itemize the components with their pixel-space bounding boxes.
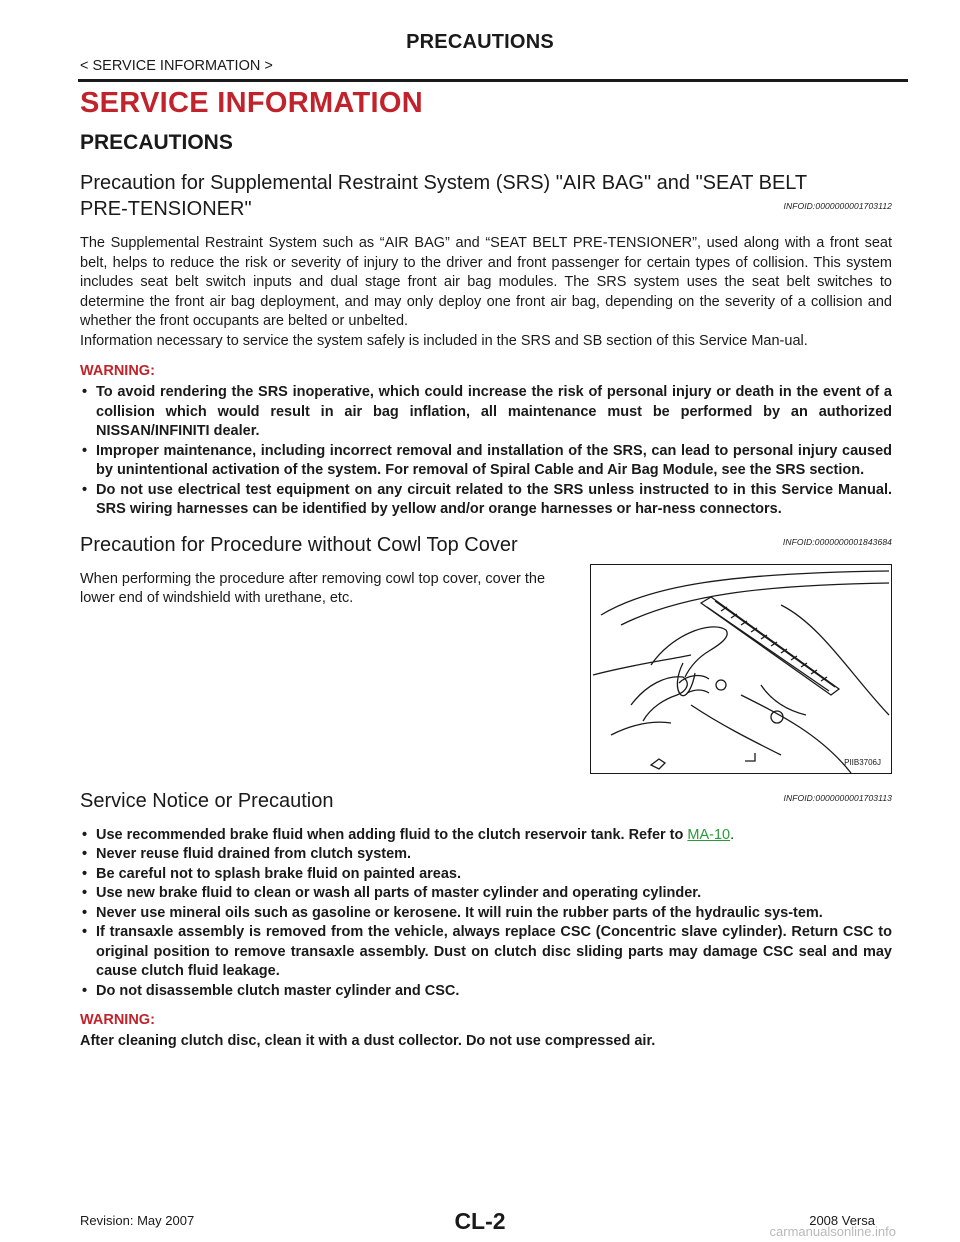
- service-bullet-list: [80, 826, 892, 1002]
- breadcrumb[interactable]: < SERVICE INFORMATION >: [80, 58, 273, 74]
- list-item: • Never reuse fluid drained from clutch system.: [82, 846, 412, 862]
- page-header-title: PRECAUTIONS: [406, 31, 554, 53]
- revision-date: Revision: May 2007: [80, 1213, 195, 1228]
- cowl-illustration: [590, 564, 892, 774]
- service-warning-text: After cleaning clutch disc, clean it with a dust collector. Do not use compressed air.: [80, 1033, 656, 1049]
- list-item: • Use recommended brake fluid when adding fluid to the clutch reservoir tank. Refer to MA-10.: [82, 826, 735, 843]
- subsection-title: PRECAUTIONS: [80, 131, 233, 154]
- figure-code: PIIB3706J: [844, 757, 881, 767]
- list-item: • Do not disassemble clutch master cylinder and CSC.: [82, 982, 460, 999]
- watermark: carmanualsonline.info: [769, 1224, 896, 1239]
- service-topic-title: Service Notice or Precaution: [80, 789, 334, 812]
- cowl-paragraph: When performing the procedure after removing cowl top cover, cover the lower end of windshield with urethane, etc.: [80, 570, 546, 606]
- list-item: • Use new brake fluid to clean or wash all parts of master cylinder and operating cylinder.: [82, 885, 702, 901]
- srs-infoid: INFOID:0000000001703112: [783, 201, 892, 211]
- header-rule: [78, 79, 908, 82]
- srs-paragraph-1: The Supplemental Restraint System such as “AIR BAG” and “SEAT BELT PRE-TENSIONER”, used along with a front seat belt, helps to reduce the risk or severity of injury to the driver and front passenger for certain types of collision. This system includes seat belt switch inputs and dual stage front air bag modules. The SRS system uses the seat belt switches to determine the front air bag deployment, and may only deploy one front air bag, depending on the severity of a collision and whether the front occupants are belted or unbelted.: [80, 235, 892, 329]
- model-year: 2008 Versa: [809, 1213, 875, 1228]
- cowl-row: [80, 570, 892, 788]
- srs-topic-heading: [80, 170, 892, 222]
- cowl-topic-title: Precaution for Procedure without Cowl Top Cover: [80, 533, 518, 556]
- service-topic-heading: [80, 788, 892, 814]
- cowl-infoid: INFOID:0000000001843684: [782, 536, 892, 547]
- list-item: • Do not use electrical test equipment on any circuit related to the SRS unless instructed to in this Service Manual. SRS wiring harnesses can be identified by yellow and/or orange harnesses or har-ness connectors.: [82, 481, 892, 517]
- srs-paragraph-2: Information necessary to service the system safely is included in the SRS and SB section of this Service Man-ual.: [80, 332, 808, 349]
- srs-warning-list: [80, 383, 892, 520]
- srs-topic-title: Precaution for Supplemental Restraint System (SRS) "AIR BAG" and "SEAT BELT PRE-TENSIONER": [80, 172, 807, 220]
- section-title: SERVICE INFORMATION: [80, 87, 423, 119]
- windshield-illustration: [591, 565, 891, 773]
- list-item: • To avoid rendering the SRS inoperative, which could increase the risk of personal injury or death in the event of a collision which would result in air bag inflation, all maintenance must be performed by an authorized NISSAN/INFINITI dealer.: [82, 384, 892, 439]
- list-item: • Be careful not to splash brake fluid on painted areas.: [82, 865, 461, 882]
- service-warning-label: WARNING:: [80, 1012, 155, 1028]
- service-infoid: INFOID:0000000001703113: [783, 792, 892, 803]
- cowl-topic-heading: [80, 532, 892, 558]
- ma-10-link[interactable]: MA-10: [687, 826, 731, 843]
- list-item: • Never use mineral oils such as gasoline or kerosene. It will ruin the rubber parts of the hydraulic sys-tem.: [82, 904, 823, 921]
- list-item: • If transaxle assembly is removed from the vehicle, always replace CSC (Concentric slave cylinder). Return CSC to original position to remove transaxle assembly. Dust on clutch disc sliding parts may damage CSC seal and may cause clutch fluid leakage.: [82, 924, 892, 979]
- list-item: • Improper maintenance, including incorrect removal and installation of the SRS, can lead to personal injury caused by unintentional activation of the system. For removal of Spiral Cable and Air Bag Module, see the SRS section.: [82, 442, 892, 478]
- page-code: CL-2: [454, 1208, 506, 1234]
- page-content: [80, 86, 892, 1052]
- srs-warning-label: WARNING:: [80, 363, 155, 379]
